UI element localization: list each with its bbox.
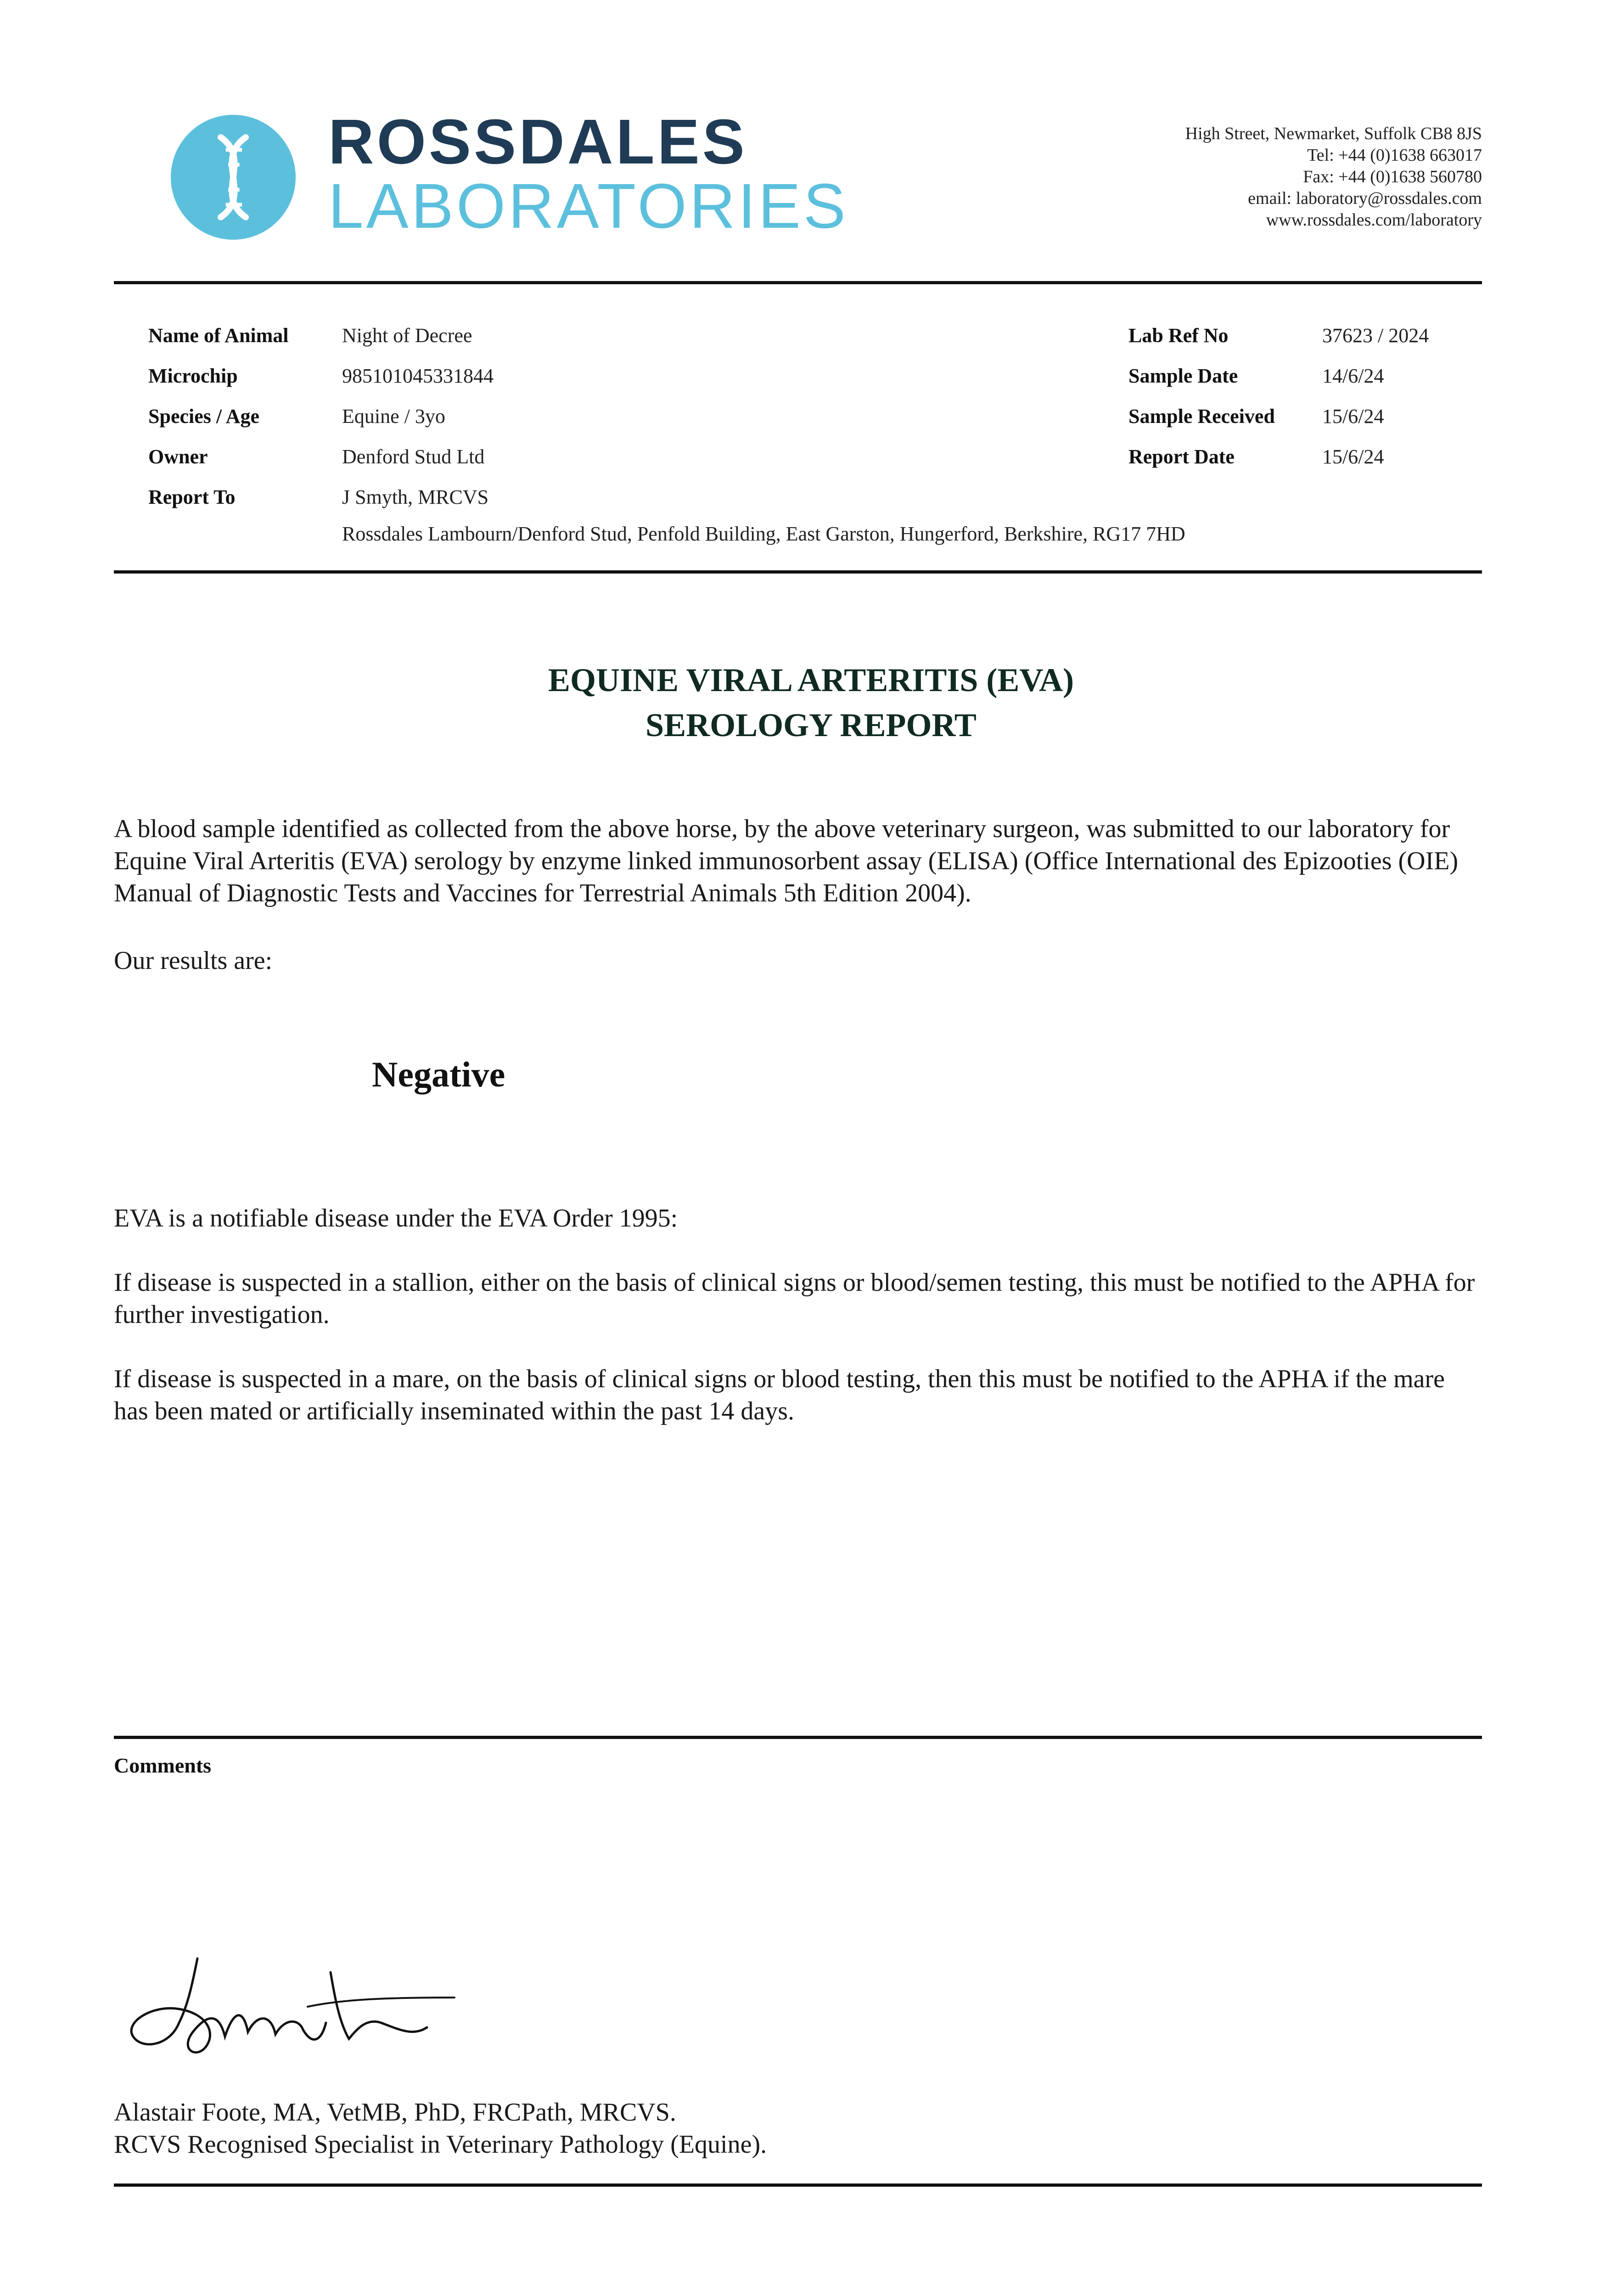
detail-label-lab-ref: Lab Ref No [1128,324,1229,347]
brand-name-line1: ROSSDALES [328,107,747,177]
detail-value-microchip: 985101045331844 [342,365,494,387]
brand-name-line2: LABORATORIES [328,171,848,242]
detail-label-sample-received: Sample Received [1128,405,1275,428]
signature-image [124,1954,473,2064]
detail-label-report-to: Report To [148,486,236,508]
detail-value-sample-date: 14/6/24 [1322,365,1384,387]
comments-divider [114,1736,1482,1739]
detail-value-report-to: J Smyth, MRCVS [342,486,489,508]
signer-block [114,2096,767,2161]
detail-value-sample-received: 15/6/24 [1322,405,1384,428]
details-divider [114,570,1482,574]
detail-value-name: Night of Decree [342,324,472,347]
mare-paragraph: If disease is suspected in a mare, on the basis of clinical signs or blood testing, then this must be notified to the APHA if the mare has been mated or artificially inseminated within the past 14 days. [114,1365,1445,1425]
detail-value-owner: Denford Stud Ltd [342,445,485,468]
result-value: Negative [372,1054,505,1094]
detail-label-report-date: Report Date [1128,445,1235,468]
report-title-line2: SEROLOGY REPORT [645,707,977,743]
contact-block [1185,123,1482,231]
contact-email[interactable]: email: laboratory@rossdales.com [1248,189,1482,208]
contact-website[interactable]: www.rossdales.com/laboratory [1266,210,1482,230]
detail-value-lab-ref: 37623 / 2024 [1322,324,1429,347]
detail-value-species: Equine / 3yo [342,405,445,428]
detail-label-microchip: Microchip [148,365,238,387]
footer-divider [114,2183,1482,2187]
dna-helix-icon [171,115,296,240]
detail-value-report-date: 15/6/24 [1322,445,1384,468]
notifiable-paragraph: EVA is a notifiable disease under the EVA Order 1995: [114,1204,678,1232]
contact-address: High Street, Newmarket, Suffolk CB8 8JS [1185,124,1482,143]
signer-name: Alastair Foote, MA, VetMB, PhD, FRCPath, MRCVS. [114,2098,676,2127]
detail-label-name: Name of Animal [148,324,289,347]
stallion-paragraph: If disease is suspected in a stallion, either on the basis of clinical signs or blood/semen testing, this must be notified to the APHA for further investigation. [114,1268,1475,1329]
detail-label-sample-date: Sample Date [1128,365,1238,387]
contact-fax: Fax: +44 (0)1638 560780 [1303,167,1482,186]
detail-label-species: Species / Age [148,405,259,428]
intro-paragraph: A blood sample identified as collected from the above horse, by the above veterinary surgeon, was submitted to our laboratory for Equine Viral Arteritis (EVA) serology by enzyme linked immunosorbent assay (ELISA) (Office International des Epizooties (OIE) Manual of Diagnostic Tests and Vaccines for Terrestrial Animals 5th Edition 2004). [114,815,1459,907]
results-intro: Our results are: [114,946,273,975]
detail-label-owner: Owner [148,445,208,468]
contact-tel: Tel: +44 (0)1638 663017 [1307,146,1482,165]
report-title [0,658,1622,748]
comments-label: Comments [114,1754,212,1777]
header-divider [114,281,1482,284]
signer-title: RCVS Recognised Specialist in Veterinary Pathology (Equine). [114,2130,767,2159]
report-title-line1: EQUINE VIRAL ARTERITIS (EVA) [548,662,1074,698]
detail-value-report-to-address: Rossdales Lambourn/Denford Stud, Penfold Building, East Garston, Hungerford, Berkshire, RG17 7HD [342,523,1185,545]
